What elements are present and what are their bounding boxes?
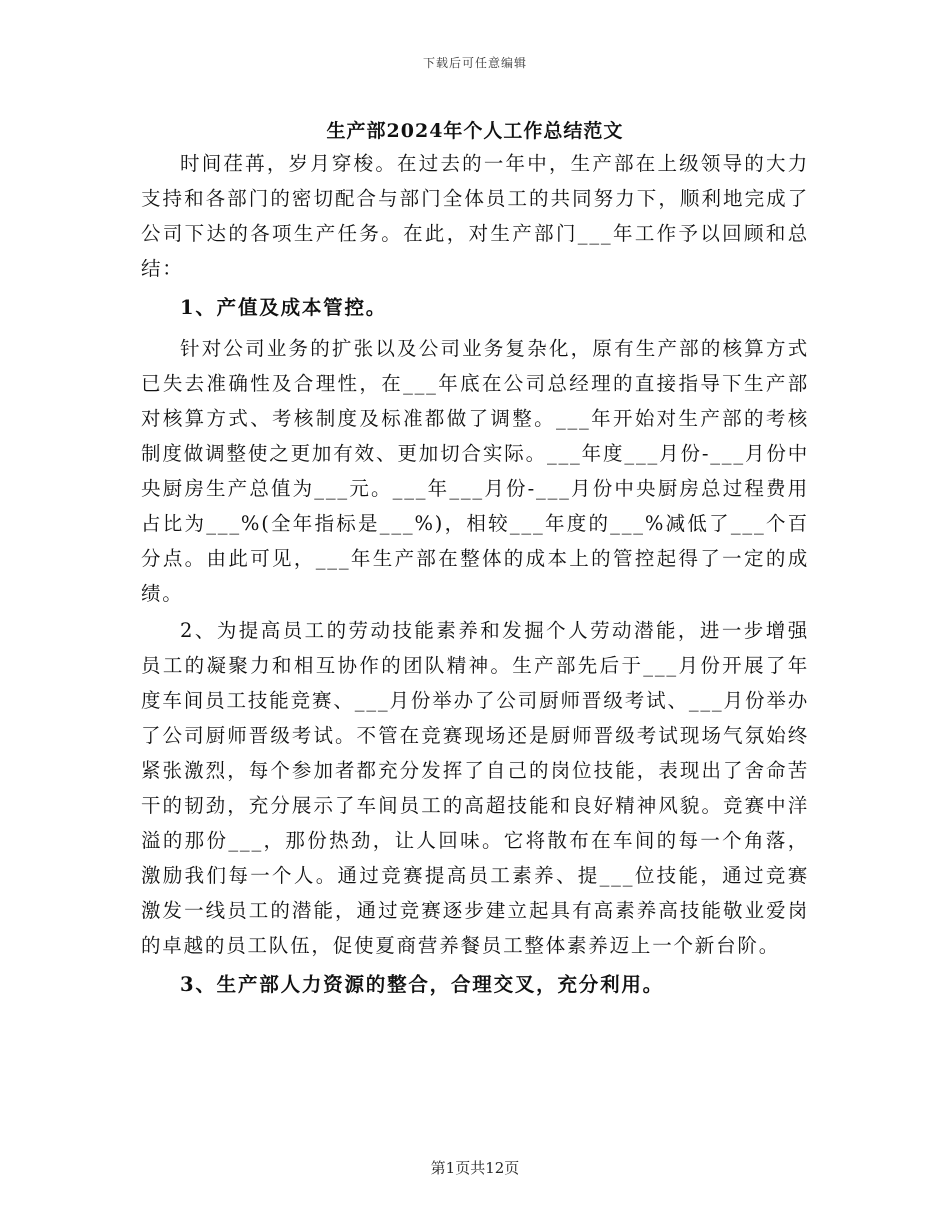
section-1-paragraph: 针对公司业务的扩张以及公司业务复杂化，原有生产部的核算方式已失去准确性及合理性，在___年底在公司总经理的直接指导下生产部对核算方式、考核制度及标准都做了调整。___年开始对生产部的考核制度做调整使之更加有效、更加切合实际。___年度___月份-___月份中央厨房生产总值为___元。___年___月份-___月份中央厨房总过程费用占比为___%(全年指标是___%)，相较___年度的___%减低了___个百分点。由此可见，___年生产部在整体的成本上的管控起得了一定的成绩。 <box>141 337 809 605</box>
section-2-paragraph: 2、为提高员工的劳动技能素养和发掘个人劳动潜能，进一步增强员工的凝聚力和相互协作的团队精神。生产部先后于___月份开展了年度车间员工技能竞赛、___月份举办了公司厨师晋级考试、___月份举办了公司厨师晋级考试。不管在竞赛现场还是厨师晋级考试现场气氛始终紧张激烈，每个参加者都充分发挥了自己的岗位技能，表现出了舍命苦干的韧劲，充分展示了车间员工的高超技能和良好精神风貌。竞赛中洋溢的那份___，那份热劲，让人回味。它将散布在车间的每一个角落，激励我们每一个人。通过竞赛提高员工素养、提___位技能，通过竞赛激发一线员工的潜能，通过竞赛逐步建立起具有高素养高技能敬业爱岗的卓越的员工队伍，促使夏商营养餐员工整体素养迈上一个新台阶。 <box>141 619 809 957</box>
intro-paragraph: 时间荏苒，岁月穿梭。在过去的一年中，生产部在上级领导的大力支持和各部门的密切配合与部门全体员工的共同努力下，顺利地完成了公司下达的各项生产任务。在此，对生产部门___年工作予以回顾和总结： <box>141 152 809 280</box>
page-number-footer: 第1页共12页 <box>430 1159 520 1177</box>
document-title: 生产部2024年个人工作总结范文 <box>326 120 624 142</box>
section-heading-1: 1、产值及成本管控。 <box>180 296 388 319</box>
section-heading-3: 3、生产部人力资源的整合，合理交叉，充分利用。 <box>180 973 664 996</box>
page-header-note: 下载后可任意编辑 <box>422 56 527 70</box>
document-body <box>141 146 809 1008</box>
